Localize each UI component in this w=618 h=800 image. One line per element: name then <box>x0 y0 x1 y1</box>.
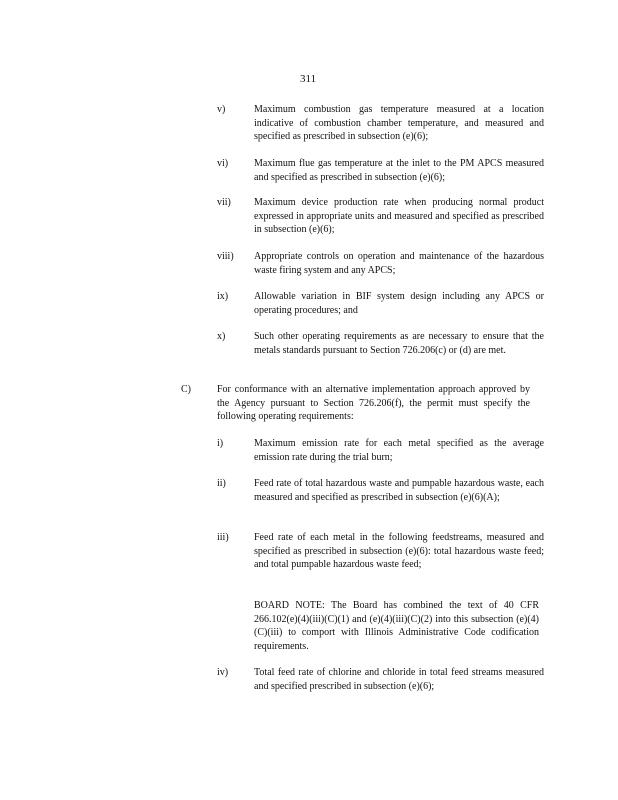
item-number: vi) <box>217 158 229 169</box>
item-number: x) <box>217 331 226 342</box>
item-text: Maximum combustion gas temperature measured at a location indicative of combustion chamber temperature, and measured and specified as prescribed in subsection (e)(6); <box>254 104 544 143</box>
item-number: v) <box>217 104 226 115</box>
item-number: ii) <box>217 478 226 489</box>
item-text: Appropriate controls on operation and maintenance of the hazardous waste firing system and any APCS; <box>254 251 544 276</box>
item-text: Feed rate of total hazardous waste and pumpable hazardous waste, each measured and specified as prescribed in subsection (e)(6)(A); <box>254 478 544 503</box>
item-text: Such other operating requirements as are necessary to ensure that the metals standards pursuant to Section 726.206(c) or (d) are met. <box>254 331 544 356</box>
item-number: i) <box>217 438 224 449</box>
section-number: C) <box>181 384 191 395</box>
item-number: iii) <box>217 532 229 543</box>
item-text: Maximum device production rate when producing normal product expressed in appropriate units and measured and specified as prescribed in subsection (e)(6); <box>254 197 544 236</box>
item-number: ix) <box>217 291 229 302</box>
board-note: BOARD NOTE: The Board has combined the text of 40 CFR 266.102(e)(4)(iii)(C)(1) and (e)(4)(iii)(C)(2) into this subsection (e)(4)(C)(iii) to comport with Illinois Administrative Code codification requirements. <box>254 600 539 652</box>
item-text: Total feed rate of chlorine and chloride in total feed streams measured and specified prescribed in subsection (e)(6); <box>254 667 544 692</box>
section-text: For conformance with an alternative implementation approach approved by the Agency pursuant to Section 726.206(f), the permit must specify the following operating requirements: <box>217 384 530 423</box>
item-number: vii) <box>217 197 231 208</box>
item-text: Maximum emission rate for each metal specified as the average emission rate during the trial burn; <box>254 438 544 463</box>
item-text: Allowable variation in BIF system design including any APCS or operating procedures; and <box>254 291 544 316</box>
item-number: viii) <box>217 251 234 262</box>
item-number: iv) <box>217 667 229 678</box>
page-number: 311 <box>300 73 317 85</box>
item-text: Maximum flue gas temperature at the inlet to the PM APCS measured and specified as prescribed in subsection (e)(6); <box>254 158 544 183</box>
item-text: Feed rate of each metal in the following feedstreams, measured and specified as prescribed in subsection (e)(6): total hazardous waste feed; and total pumpable hazardous waste feed; <box>254 532 544 571</box>
